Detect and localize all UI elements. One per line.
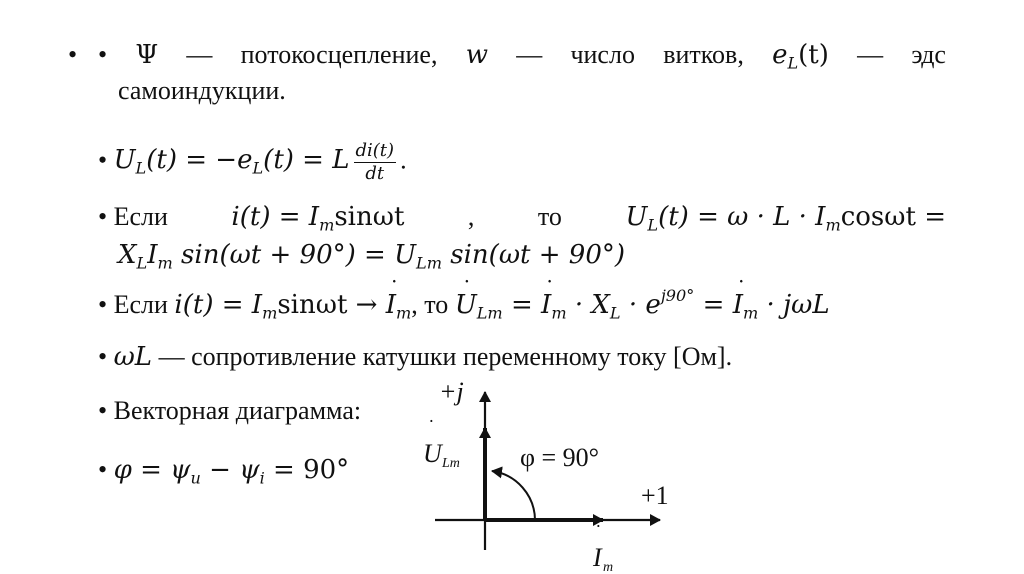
eL-symbol: $e_L(t)$ [772,40,829,73]
dash-3: — [857,40,884,69]
svg-text:˙: ˙ [595,521,602,543]
bullet-1: • [98,40,108,69]
w-symbol: w [465,40,488,70]
line-3: • Если $i(t) = I_m\sin\omega t$ , то $U_L(t) = \omega \cdot L \cdot I_m\cos\omega t$ = [98,202,946,235]
angle-arc [492,471,535,520]
line-3-continued: $X_LI_m$ $\sin(\omega t + 90^\circ) = U_{Lm}$ sin(ωt + 90°) [118,240,626,273]
i-of-t: $i(t) = I_m\sin\omega t$ [231,202,405,235]
line-1 [98,40,946,73]
word-flux-linkage: потокосцепление, [240,40,438,69]
label-I-m [592,521,613,574]
word-turns: витков, [663,40,744,69]
vector-diagram [395,370,675,574]
word-number: число [570,40,635,69]
svg-text:U: U [423,439,442,468]
angle-label: φ = 90° [520,443,600,472]
svg-text:Lm: Lm [442,456,460,471]
UL-equation: $U_L(t) = \omega \cdot L \cdot I_m\cos\omega t$ = [625,202,946,235]
svg-text:m: m [603,560,614,574]
psi-symbol: Ψ [135,40,159,70]
line-4: • Если $i(t) = I_m\sin\omega t \to I$ $˙_m$, то U $˙_{Lm} = I$ $˙_m \cdot X_L \cdot e^{j90^\circ} = I$ $˙_m \cdot j\omega L$ [98,290,830,320]
line-5: • ωL — сопротивление катушки переменному току [Ом]. [98,342,733,372]
word-emf: эдс [911,40,946,69]
svg-text:˙: ˙ [428,416,435,438]
line-1-continued: самоиндукции. [118,76,286,105]
line-6: • Векторная диаграмма: [98,396,362,425]
label-U-Lm [423,416,460,471]
outer-bullet: • [68,40,78,69]
dash-2: — [516,40,543,69]
svg-text:I: I [593,543,602,572]
line-7: • $\varphi = \psi_u - \psi_i = 90^\circ$ [98,455,350,488]
line-2-formula: • $U_L(t) = -e_L(t) = L$ $\frac{di(t)}{dt}$ . [98,140,407,184]
dash-1: — [186,40,213,69]
axis-label-j: +j [439,377,464,406]
fraction-di-dt: $\frac{di(t)}{dt}$ [355,140,395,184]
axis-label-1: +1 [641,481,669,510]
